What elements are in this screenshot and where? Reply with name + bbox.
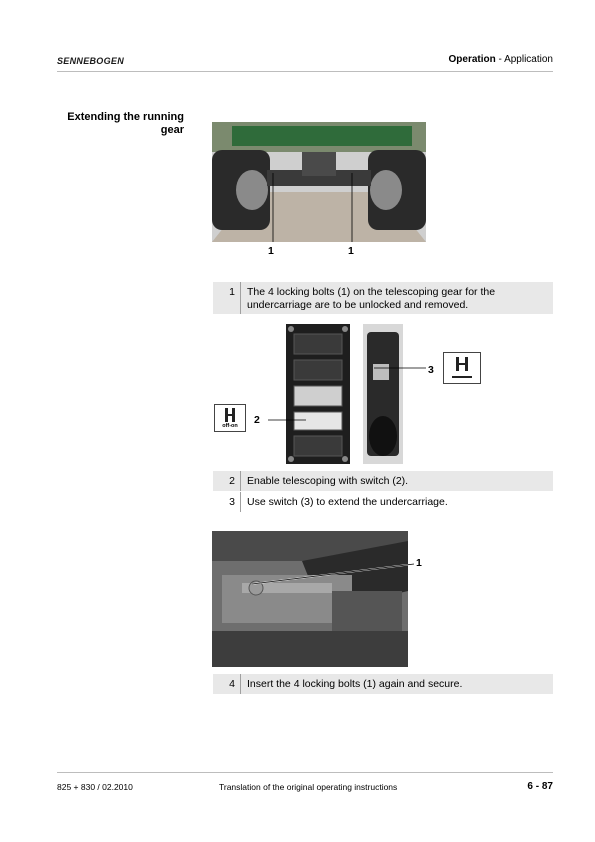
figure2-callout-2: 2 — [254, 414, 260, 426]
section-title-bold: Operation — [448, 54, 496, 65]
step-divider — [240, 471, 241, 491]
footer-translation-note: Translation of the original operating instructions — [219, 782, 398, 792]
page-number: 6 - 87 — [527, 781, 553, 792]
step-divider — [240, 674, 241, 694]
step-row-2 — [213, 471, 553, 491]
step-text: Use switch (3) to extend the undercarriage. — [247, 496, 448, 508]
step-divider — [240, 282, 241, 314]
figure1-callout-right: 1 — [348, 245, 354, 257]
figure3-leader-line — [250, 560, 420, 590]
step-number: 4 — [229, 678, 235, 690]
figure-joystick-photo — [363, 324, 403, 464]
extend-switch-icon — [443, 352, 481, 384]
off-on-switch-icon — [214, 404, 246, 432]
locking-bolt-illustration — [212, 531, 408, 667]
step-text: Insert the 4 locking bolts (1) again and secure. — [247, 678, 463, 690]
figure-locking-bolt-photo — [212, 531, 408, 667]
figure1-callout-left: 1 — [268, 245, 274, 257]
figure3-callout-1: 1 — [416, 557, 422, 569]
footer-rule — [57, 772, 553, 773]
figure-switch-panel-photo — [286, 324, 350, 464]
section-title — [449, 54, 554, 65]
side-heading: Extending the running gear — [67, 111, 184, 136]
step-number: 3 — [229, 496, 235, 508]
step-number: 2 — [229, 475, 235, 487]
step-divider — [240, 492, 241, 512]
step-row-3 — [213, 492, 553, 512]
telescope-extend-icon — [444, 353, 480, 383]
step-text: Enable telescoping with switch (2). — [247, 475, 409, 487]
figure2-callout-3: 3 — [428, 364, 434, 376]
step-number: 1 — [229, 286, 235, 298]
step-row-1 — [213, 282, 553, 314]
step-row-4 — [213, 674, 553, 694]
joystick-illustration — [363, 324, 403, 464]
brand-logo: SENNEBOGEN — [57, 56, 125, 66]
footer-document-id: 825 + 830 / 02.2010 — [57, 782, 133, 792]
step-text: The 4 locking bolts (1) on the telescoping gear for the undercarriage are to be unlocked and removed. — [247, 286, 496, 311]
off-on-label: off-on — [222, 423, 238, 429]
switch-panel-illustration — [286, 324, 350, 464]
section-title-rest: - Application — [495, 54, 553, 65]
telescope-switch-icon — [215, 406, 245, 424]
figure2-leader-3 — [374, 366, 426, 370]
figure1-leader-lines — [212, 170, 426, 250]
header-rule — [57, 71, 553, 72]
figure2-leader-2 — [268, 418, 308, 422]
